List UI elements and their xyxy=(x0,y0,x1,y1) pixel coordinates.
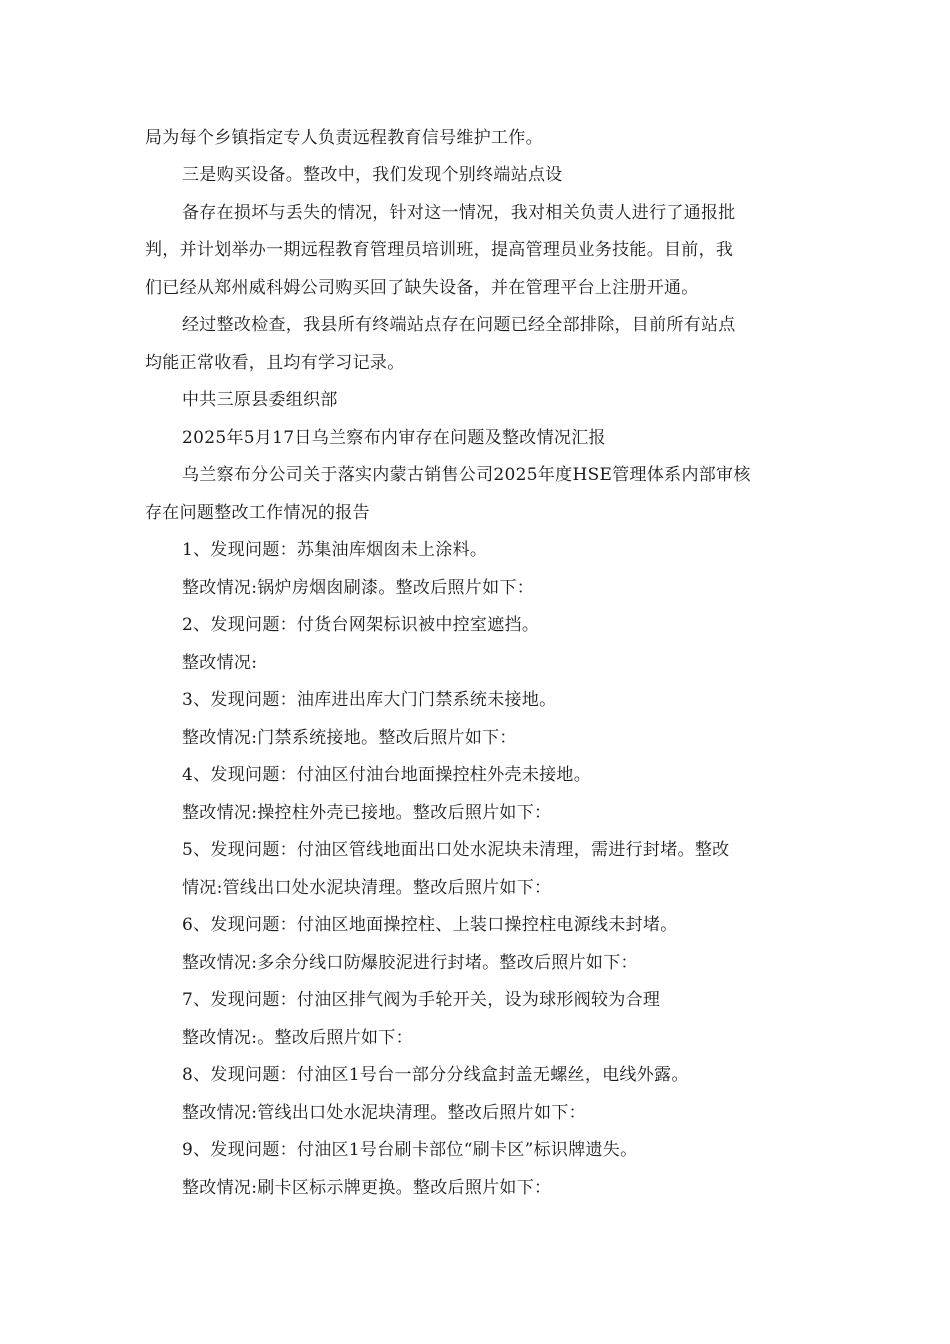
rectification-item: 整改情况:管线出口处水泥块清理。整改后照片如下： xyxy=(182,1103,586,1123)
paragraph-line: 备存在损坏与丢失的情况，针对这一情况，我对相关负责人进行了通报批 xyxy=(182,203,736,223)
rectification-item: 整改情况:锅炉房烟囱刷漆。整改后照片如下： xyxy=(182,578,535,598)
issue-item: 7、发现问题：付油区排气阀为手轮开关，设为球形阀较为合理 xyxy=(182,990,661,1010)
rectification-item: 整改情况: xyxy=(182,653,258,673)
paragraph-line: 们已经从郑州威科姆公司购买回了缺失设备，并在管理平台上注册开通。 xyxy=(145,278,699,298)
issue-item: 4、发现问题：付油区付油台地面操控柱外壳未接地。 xyxy=(182,765,592,785)
paragraph-line: 三是购买设备。整改中，我们发现个别终端站点设 xyxy=(182,165,563,185)
paragraph-line: 判，并计划举办一期远程教育管理员培训班，提高管理员业务技能。目前，我 xyxy=(145,240,734,260)
paragraph-line: 均能正常收看，且均有学习记录。 xyxy=(145,353,405,373)
issue-item: 5、发现问题：付油区管线地面出口处水泥块未清理，需进行封堵。整改 xyxy=(182,840,730,860)
report-date-title: 2025年5月17日乌兰察布内审存在问题及整改情况汇报 xyxy=(182,428,606,448)
issue-item: 1、发现问题：苏集油库烟囱未上涂料。 xyxy=(182,540,488,560)
rectification-item: 整改情况:多余分线口防爆胶泥进行封堵。整改后照片如下： xyxy=(182,953,638,973)
rectification-item: 整改情况:门禁系统接地。整改后照片如下： xyxy=(182,728,517,748)
report-heading-line: 存在问题整改工作情况的报告 xyxy=(145,503,370,523)
report-heading-line: 乌兰察布分公司关于落实内蒙古销售公司2025年度HSE管理体系内部审核 xyxy=(182,465,751,485)
issue-item: 8、发现问题：付油区1号台一部分分线盒封盖无螺丝，电线外露。 xyxy=(182,1065,689,1085)
signature-organization: 中共三原县委组织部 xyxy=(182,390,338,410)
issue-item: 3、发现问题：油库进出库大门门禁系统未接地。 xyxy=(182,690,557,710)
issue-item: 9、发现问题：付油区1号台刷卡部位“刷卡区”标识牌遗失。 xyxy=(182,1140,638,1160)
rectification-item: 情况:管线出口处水泥块清理。整改后照片如下： xyxy=(182,878,552,898)
rectification-item: 整改情况:刷卡区标示牌更换。整改后照片如下： xyxy=(182,1178,552,1198)
rectification-item: 整改情况:。整改后照片如下： xyxy=(182,1028,413,1048)
issue-item: 6、发现问题：付油区地面操控柱、上装口操控柱电源线未封堵。 xyxy=(182,915,678,935)
paragraph-line: 局为每个乡镇指定专人负责远程教育信号维护工作。 xyxy=(145,128,543,148)
paragraph-line: 经过整改检查，我县所有终端站点存在问题已经全部排除，目前所有站点 xyxy=(182,315,736,335)
issue-item: 2、发现问题：付货台网架标识被中控室遮挡。 xyxy=(182,615,540,635)
rectification-item: 整改情况:操控柱外壳已接地。整改后照片如下： xyxy=(182,803,552,823)
